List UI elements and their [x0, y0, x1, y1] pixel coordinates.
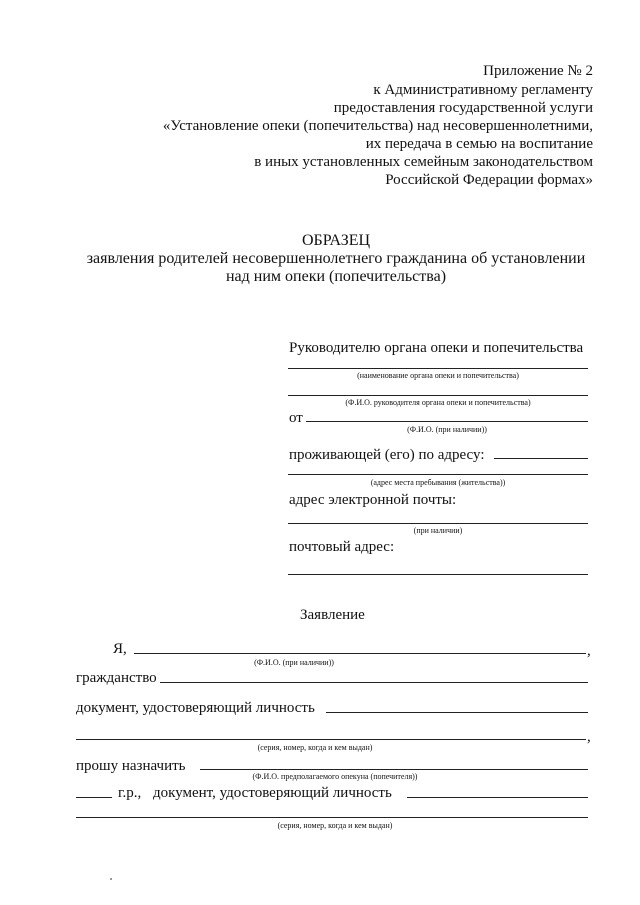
document-label: документ, удостоверяющий личность [76, 700, 315, 716]
document-caption: (серия, номер, когда и кем выдан) [257, 743, 373, 752]
citizenship-field[interactable] [160, 682, 588, 683]
header-line-regulation: к Административному регламенту [373, 82, 593, 98]
citizenship-label: гражданство [76, 670, 157, 686]
applicant-fio-field[interactable] [306, 421, 588, 422]
document-field-line2[interactable] [76, 739, 586, 740]
email-caption: (при наличии) [413, 526, 463, 535]
residence-address-label: проживающей (его) по адресу: [289, 447, 485, 463]
comma-mark: , [587, 643, 591, 659]
header-line-appendix: Приложение № 2 [483, 63, 593, 79]
postal-address-label: почтовый адрес: [289, 539, 395, 555]
email-label: адрес электронной почты: [289, 492, 457, 508]
birth-year-label: г.р., [118, 785, 142, 801]
parent-fio-field[interactable] [134, 653, 586, 654]
birth-year-field[interactable] [76, 797, 112, 798]
guardian-document-field[interactable] [407, 797, 588, 798]
guardian-fio-caption: (Ф.И.О. предполагаемого опекуна (попечителя)) [252, 772, 418, 781]
document-subtitle-line1: заявления родителей несовершеннолетнего гражданина об установлении [86, 250, 586, 267]
from-label: от [289, 410, 303, 426]
organ-name-field[interactable] [288, 368, 588, 369]
guardian-fio-field[interactable] [200, 769, 588, 770]
organ-name-caption: (наименование органа опеки и попечительства) [357, 371, 519, 380]
residence-address-caption: (адрес места пребывания (жительства)) [370, 478, 506, 487]
applicant-fio-caption: (Ф.И.О. (при наличии)) [407, 425, 487, 434]
header-line-law: в иных установленных семейным законодательством [254, 154, 593, 170]
document-title: ОБРАЗЕЦ [301, 232, 371, 249]
scan-speck [110, 878, 112, 880]
guardian-document-field-line2[interactable] [76, 817, 588, 818]
postal-address-field[interactable] [288, 574, 588, 575]
appoint-label: прошу назначить [76, 758, 186, 774]
parent-fio-caption: (Ф.И.О. (при наличии)) [254, 658, 334, 667]
addressee-heading: Руководителю органа опеки и попечительства [289, 340, 584, 356]
residence-address-field-line2[interactable] [288, 474, 588, 475]
document-subtitle-line2: над ним опеки (попечительства) [225, 268, 447, 285]
statement-heading: Заявление [300, 607, 365, 623]
document-field[interactable] [326, 712, 588, 713]
head-fio-caption: (Ф.И.О. руководителя органа опеки и попечительства) [345, 398, 531, 407]
residence-address-field[interactable] [494, 458, 588, 459]
header-line-service: предоставления государственной услуги [333, 100, 593, 116]
i-label: Я, [113, 641, 127, 657]
header-line-guardianship: «Установление опеки (попечительства) над несовершеннолетними, [162, 118, 593, 134]
guardian-document-label: документ, удостоверяющий личность [153, 785, 392, 801]
guardian-document-caption: (серия, номер, когда и кем выдан) [277, 821, 393, 830]
comma-mark-document: , [587, 729, 591, 745]
email-field[interactable] [288, 523, 588, 524]
header-line-federation: Российской Федерации формах» [385, 172, 593, 188]
head-fio-field[interactable] [288, 395, 588, 396]
header-line-family: их передача в семью на воспитание [365, 136, 593, 152]
